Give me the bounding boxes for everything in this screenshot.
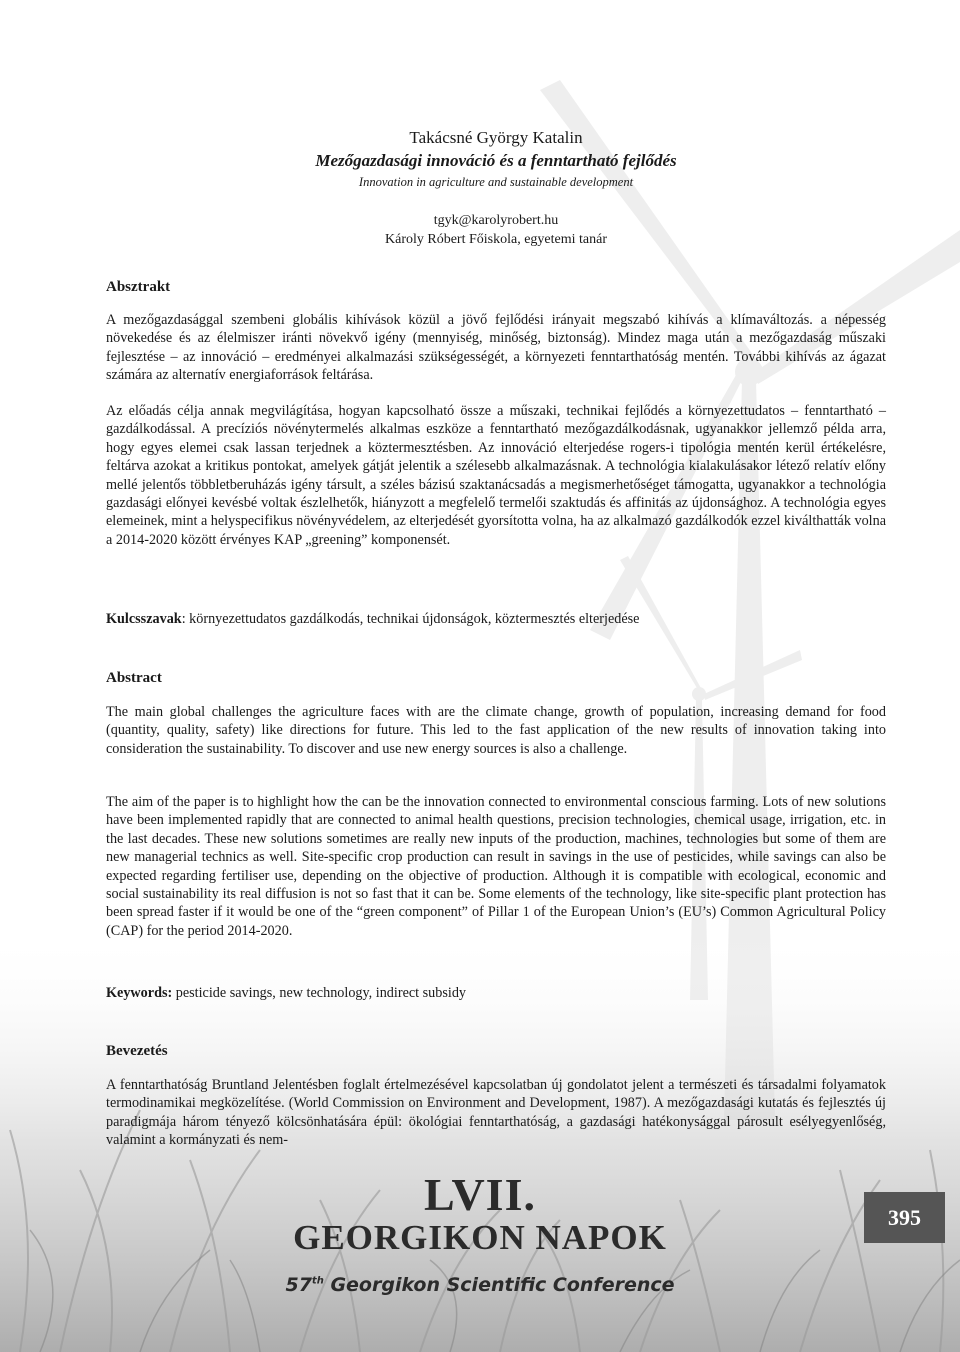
intro-heading: Bevezetés <box>106 1043 168 1059</box>
keywords-en-label: Keywords: <box>106 985 173 1001</box>
abstract-en-paragraph-1: The main global challenges the agriculture faces with are the climate change, growth of population, increasing demand for food (quantity, quality, safety) like directions for future. This led to the fast application of the new results of innovation taking into consideration the sustainability. To discover and use new energy sources is also a challenge. <box>106 704 886 757</box>
keywords-hu-text: : környezettudatos gazdálkodás, technikai újdonságok, köztermesztés elterjedése <box>181 611 640 627</box>
conference-number-suffix: th <box>311 1275 324 1287</box>
abstract-en-keywords <box>106 984 886 1002</box>
author-affiliation: Károly Róbert Főiskola, egyetemi tanár <box>385 232 607 247</box>
abstract-en-heading: Abstract <box>106 670 162 686</box>
conference-subtitle <box>250 1274 710 1296</box>
conference-subtitle-text: Georgikon Scientific Conference <box>323 1274 675 1296</box>
conference-number: 57 <box>285 1274 312 1296</box>
author-name: Takácsné György Katalin <box>409 128 583 147</box>
author-email: tgyk@karolyrobert.hu <box>433 213 559 228</box>
keywords-en-text: pesticide savings, new technology, indirect subsidy <box>172 985 467 1001</box>
conference-name: GEORGIKON NAPOK <box>293 1218 667 1257</box>
abstract-en-paragraph-2: The aim of the paper is to highlight how the can be the innovation connected to environmental conscious farming. Lots of new solutions have been implemented rapidly that are connected to animal health questions, precision technologies, chemical usage, irrigation, etc. in the last decades. These new solutions sometimes are really new inputs of the production, machines, technologies but some of them are new managerial technics as well. Site-specific crop production can result in savings in the use of pesticides, while savings can also be expected regarding fertiliser use, depending on the objective of production. Although it is compatible with ecological, economic and social sustainability its real diffusion is not so fast that it can be. Some elements of the technology, like site-specific plant protection has been spread faster if it would be one of the “green component” of Pillar 1 of the European Union’s (EU’s) Common Agricultural Policy (CAP) for the period 2014-2020. <box>106 794 886 939</box>
abstract-hu-keywords <box>106 610 886 628</box>
abstract-hu-heading: Absztrakt <box>106 279 171 295</box>
paper-title: Mezőgazdasági innováció és a fenntartható fejlődés <box>315 151 677 170</box>
page-number: 395 <box>864 1192 945 1243</box>
keywords-hu-label: Kulcsszavak <box>106 611 182 627</box>
abstract-hu-paragraph-2: Az előadás célja annak megvilágítása, hogyan kapcsolható össze a műszaki, technikai fejlődés a környezettudatos – fenntartható – gazdálkodással. A precíziós növénytermelés alkalmas eszköze a fenntartható mezőgazdálkodásnak, ugyanakkor jellemző példa arra, hogy egyes elemei csak lassan terjednek a köztermesztésben. Az innováció elterjedése rogers-i tipológia mentén kerül értékelésre, feltárva azokat a kritikus pontokat, amelyek gátját jelentik a szélesebb alkalmazásnak. A technológia kialakulásakor létező relatív előny mellé jelentős többletberuházás igény társult, a széles bázisú szaktanácsadás a megismerhetőséget támogatta, ugyanakkor a technológia gazdasági előnyei kevésbé voltak észlelhetők, hiányzott a megfelelő termelői szaktudás és affinitás az újdonsághoz. A technológia egyes elemeinek, mint a helyspecifikus növényvédelem, az elterjedését gyorsította volna, ha az alkalmazó gazdálkodók ezzel kiválthatták volna a 2014-2020 között érvényes KAP „greening” komponensét. <box>106 403 887 548</box>
intro-paragraph-1: A fenntarthatóság Bruntland Jelentésben foglalt értelmezésével kapcsolatban új gondolatot jelent a természeti és társadalmi folyamatok termodinamikai megközelítése. (World Commission on Environment and Development, 1987). A mezőgazdasági kutatás és fejlesztés új paradigmája három tényező kölcsönhatására épül: ökológiai fenntarthatóság, a gazdasági hatékonysággal párosult esélyegyenlőség, valamint a kormányzati és nem- <box>106 1077 886 1149</box>
conference-edition: LVII. <box>424 1169 536 1220</box>
paper-subtitle: Innovation in agriculture and sustainable development <box>358 175 634 189</box>
abstract-hu-paragraph-1: A mezőgazdasággal szembeni globális kihívások közül a jövő fejlődési irányait megszabó kihívás a klímaváltozás. a népesség növekedése és az élelmiszer iránti növekvő igény (mennyiség, minőség, biztonság). Mindez maga után a mezőgazdaság műszaki fejlesztése – az innováció – eredményei alkalmazási szükségességét, a környezeti fenntarthatóság mentén. További kihívás az ágazat számára az alternatív energiaforrások feltárása. <box>106 312 886 384</box>
